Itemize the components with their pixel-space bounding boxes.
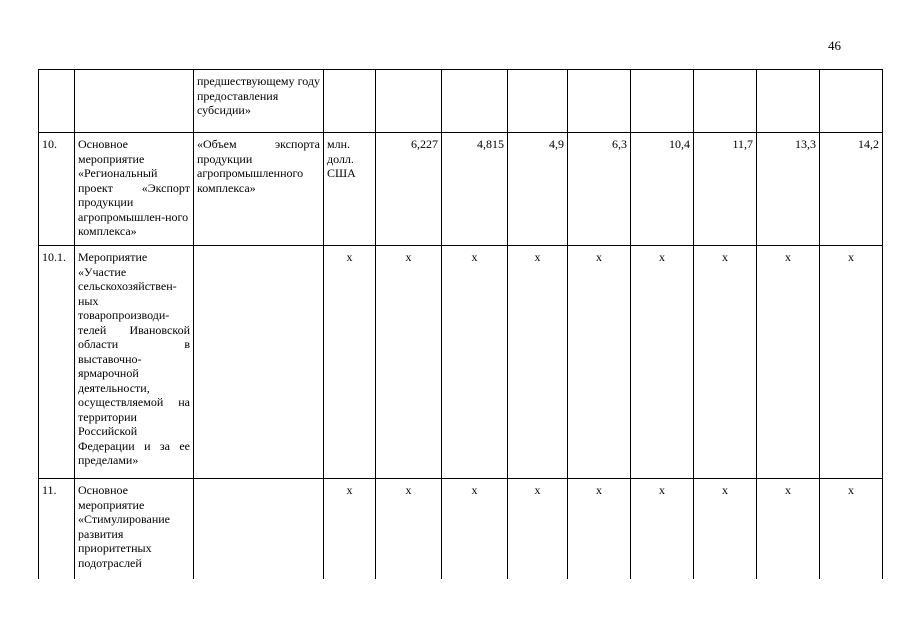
value-cell: х [631,479,694,579]
unit-cell: млн. долл. США [324,133,376,246]
value-cell: х [568,479,631,579]
table-row [39,246,883,479]
unit-cell [324,70,376,133]
value-cell: х [757,479,820,579]
value-cell: х [820,479,883,579]
value-cell [442,70,508,133]
value-cell: х [820,246,883,479]
row-number-cell: 10. [39,133,75,246]
indicator-cell [194,479,324,579]
indicators-table [38,69,883,579]
value-cell: х [376,479,442,579]
indicator-cell: «Объем экспорта продукции агропромышленного комплекса» [194,133,324,246]
value-cell: 10,4 [631,133,694,246]
table-row [39,70,883,133]
value-cell: 4,815 [442,133,508,246]
row-name-cell: Основное мероприятие «Региональный проект «Экспорт продукции агропромышлен-ного комплекса» [75,133,194,246]
row-name-cell: Мероприятие «Участие сельскохозяйствен-ных товаропроизводи-телей Ивановской области в выставочно-ярмарочной деятельности, осуществляемой на территории Российской Федерации и за ее пределами» [75,246,194,479]
row-number-cell: 10.1. [39,246,75,479]
value-cell: 4,9 [508,133,568,246]
value-cell [508,70,568,133]
value-cell: х [376,246,442,479]
row-name-cell: Основное мероприятие «Стимулирование развития приоритетных подотраслей [75,479,194,579]
value-cell: х [631,246,694,479]
row-name-cell [75,70,194,133]
value-cell [820,70,883,133]
value-cell: х [508,479,568,579]
value-cell [376,70,442,133]
value-cell [568,70,631,133]
value-cell: х [442,479,508,579]
indicator-cell [194,246,324,479]
value-cell: 6,3 [568,133,631,246]
value-cell [757,70,820,133]
value-cell: х [694,246,757,479]
value-cell: х [508,246,568,479]
value-cell [631,70,694,133]
value-cell: х [324,479,376,579]
value-cell: 14,2 [820,133,883,246]
value-cell: х [694,479,757,579]
value-cell: х [442,246,508,479]
value-cell: 11,7 [694,133,757,246]
value-cell: 13,3 [757,133,820,246]
value-cell [694,70,757,133]
indicator-cell: предшествующему году предоставления субсидии» [194,70,324,133]
value-cell: х [568,246,631,479]
value-cell: х [324,246,376,479]
row-number-cell: 11. [39,479,75,579]
page-number: 46 [828,38,841,53]
row-number-cell [39,70,75,133]
value-cell: х [757,246,820,479]
table-row [39,133,883,246]
table-row [39,479,883,579]
value-cell: 6,227 [376,133,442,246]
